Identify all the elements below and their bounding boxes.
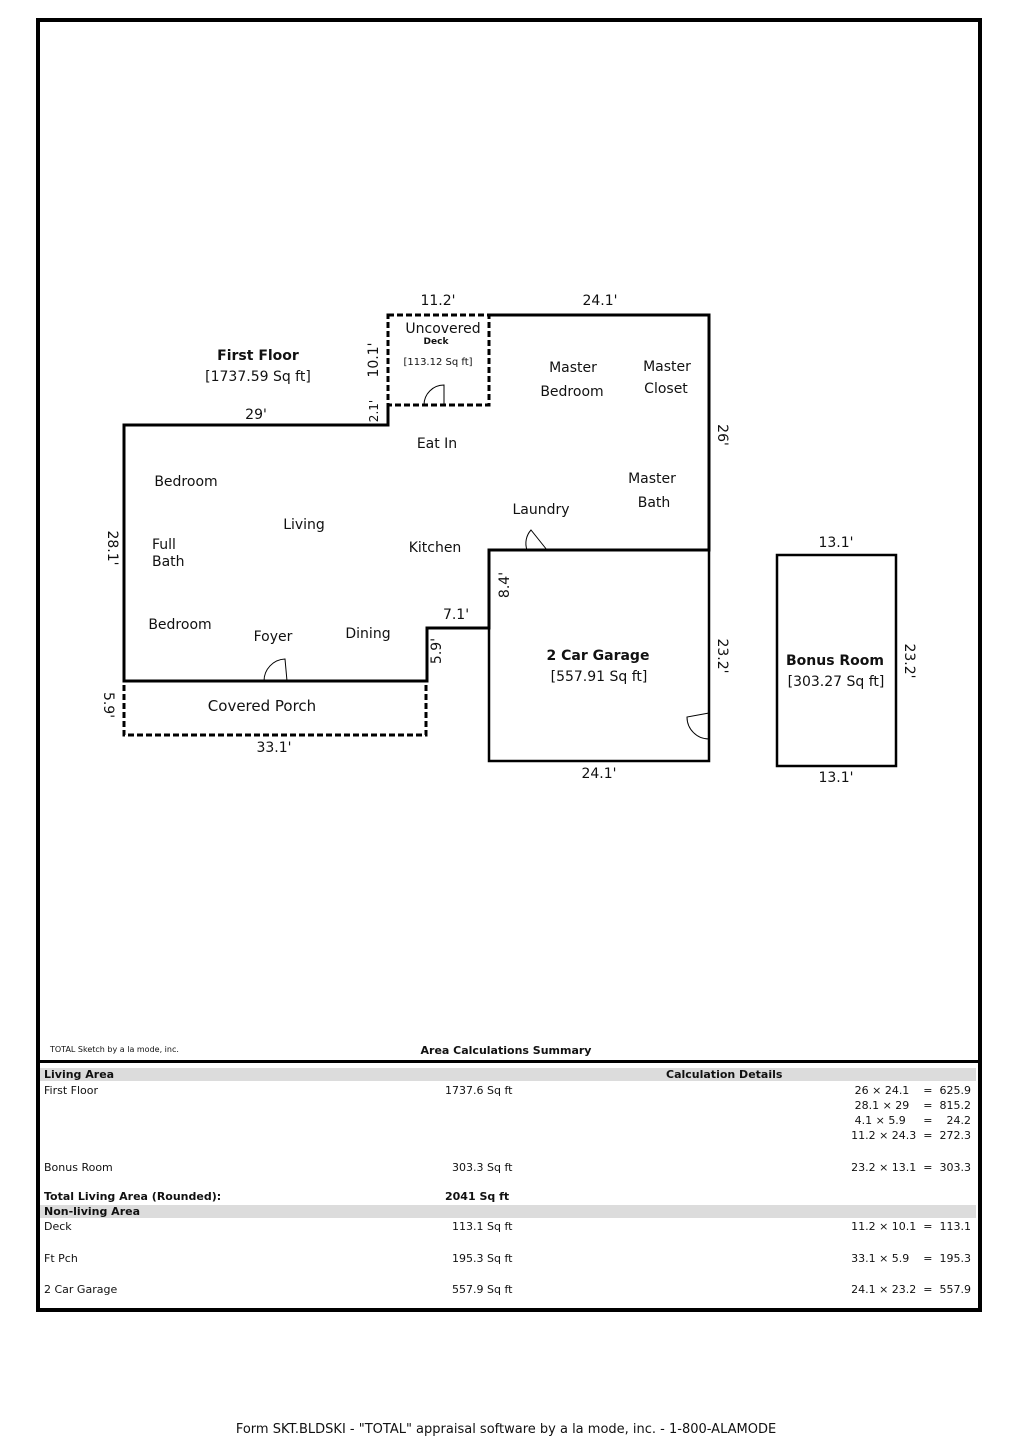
room-label: Bath: [152, 554, 185, 570]
door-swing-icon: [526, 530, 547, 550]
calculation-details-label: Calculation Details: [666, 1068, 783, 1081]
calc-line: 33.1 × 5.9 = 195.3: [851, 1252, 971, 1265]
door-swing-icon: [424, 385, 444, 405]
dimension-label: 8.4': [497, 571, 513, 599]
room-label: Bedroom: [540, 384, 604, 400]
porch-title: Covered Porch: [207, 697, 317, 715]
room-label: Kitchen: [408, 540, 462, 556]
calc-line: 4.1 × 5.9 = 24.2: [854, 1114, 971, 1127]
total-living-value: 2041 Sq ft: [445, 1190, 510, 1203]
dimension-label: 13.1': [818, 770, 854, 786]
dimension-label: 23.2': [714, 638, 730, 674]
deck-title: Uncovered: [405, 321, 481, 337]
dimension-label: 28.1': [104, 530, 120, 566]
deck-subtitle: Deck: [423, 337, 449, 347]
bonus-room-label: Bonus Room: [44, 1161, 113, 1174]
calc-line: 24.1 × 23.2 = 557.9: [851, 1283, 971, 1296]
living-area-label: Living Area: [44, 1068, 115, 1081]
garage-value: 557.9 Sq ft: [452, 1283, 513, 1296]
room-label: Living: [283, 517, 325, 533]
bonus-room-area: [303.27 Sq ft]: [787, 674, 885, 690]
first-floor-area: [1737.59 Sq ft]: [205, 369, 311, 385]
dimension-label: 2.1': [367, 399, 381, 423]
garage-area: [557.91 Sq ft]: [550, 669, 648, 685]
bonus-room-title: Bonus Room: [785, 653, 885, 669]
room-label: Foyer: [253, 629, 293, 645]
calc-line: 26 × 24.1 = 625.9: [854, 1084, 971, 1097]
door-swing-icon: [264, 659, 287, 681]
first-floor-title: First Floor: [217, 348, 299, 364]
room-label: Dining: [345, 626, 391, 642]
ft-pch-label: Ft Pch: [44, 1252, 78, 1265]
form-footer: Form SKT.BLDSKI - "TOTAL" appraisal software by a la mode, inc. - 1-800-ALAMODE: [235, 1422, 777, 1437]
first-floor-value: 1737.6 Sq ft: [445, 1084, 513, 1097]
dimension-label: 7.1': [442, 607, 470, 623]
room-label: Bedroom: [154, 474, 218, 490]
room-label: Laundry: [512, 502, 570, 518]
ft-pch-value: 195.3 Sq ft: [452, 1252, 513, 1265]
first-floor-label: First Floor: [44, 1084, 99, 1097]
door-swing-icon: [687, 713, 709, 739]
dimension-label: 10.1': [366, 342, 382, 378]
calc-line: 11.2 × 24.3 = 272.3: [851, 1129, 971, 1142]
dimension-label: 5.9': [100, 691, 116, 719]
total-living-label: Total Living Area (Rounded):: [44, 1190, 222, 1203]
software-note: TOTAL Sketch by a la mode, inc.: [50, 1045, 179, 1054]
summary-divider: [36, 1060, 982, 1063]
room-label: Closet: [644, 381, 688, 397]
nonliving-area-label: Non-living Area: [44, 1205, 140, 1218]
dimension-label: 13.1': [818, 535, 854, 551]
dimension-label: 26': [714, 424, 730, 446]
dimension-label: 11.2': [420, 293, 456, 309]
deck-area: [113.12 Sq ft]: [403, 357, 473, 368]
dimension-label: 29': [245, 407, 267, 423]
room-label: Master: [628, 471, 676, 487]
dimension-label: 33.1': [256, 740, 292, 756]
room-label: Full: [152, 537, 176, 553]
bonus-room-value: 303.3 Sq ft: [452, 1161, 513, 1174]
calc-line: 23.2 × 13.1 = 303.3: [851, 1161, 971, 1174]
deck-label: Deck: [44, 1220, 72, 1233]
room-label: Eat In: [416, 436, 458, 452]
dimension-label: 24.1': [581, 766, 617, 782]
garage-title: 2 Car Garage: [546, 648, 650, 664]
nonliving-area-header: [40, 1205, 976, 1218]
summary-title: Area Calculations Summary: [420, 1044, 592, 1057]
calc-line: 28.1 × 29 = 815.2: [854, 1099, 971, 1112]
room-label: Master: [549, 360, 597, 376]
room-label: Bath: [637, 495, 671, 511]
room-label: Bedroom: [148, 617, 212, 633]
dimension-label: 5.9': [429, 637, 445, 665]
dimension-label: 24.1': [582, 293, 618, 309]
living-area-header: [40, 1068, 976, 1081]
deck-value: 113.1 Sq ft: [452, 1220, 513, 1233]
dimension-label: 23.2': [901, 643, 917, 679]
calc-line: 11.2 × 10.1 = 113.1: [851, 1220, 971, 1233]
room-label: Master: [643, 359, 691, 375]
garage-label: 2 Car Garage: [44, 1283, 118, 1296]
